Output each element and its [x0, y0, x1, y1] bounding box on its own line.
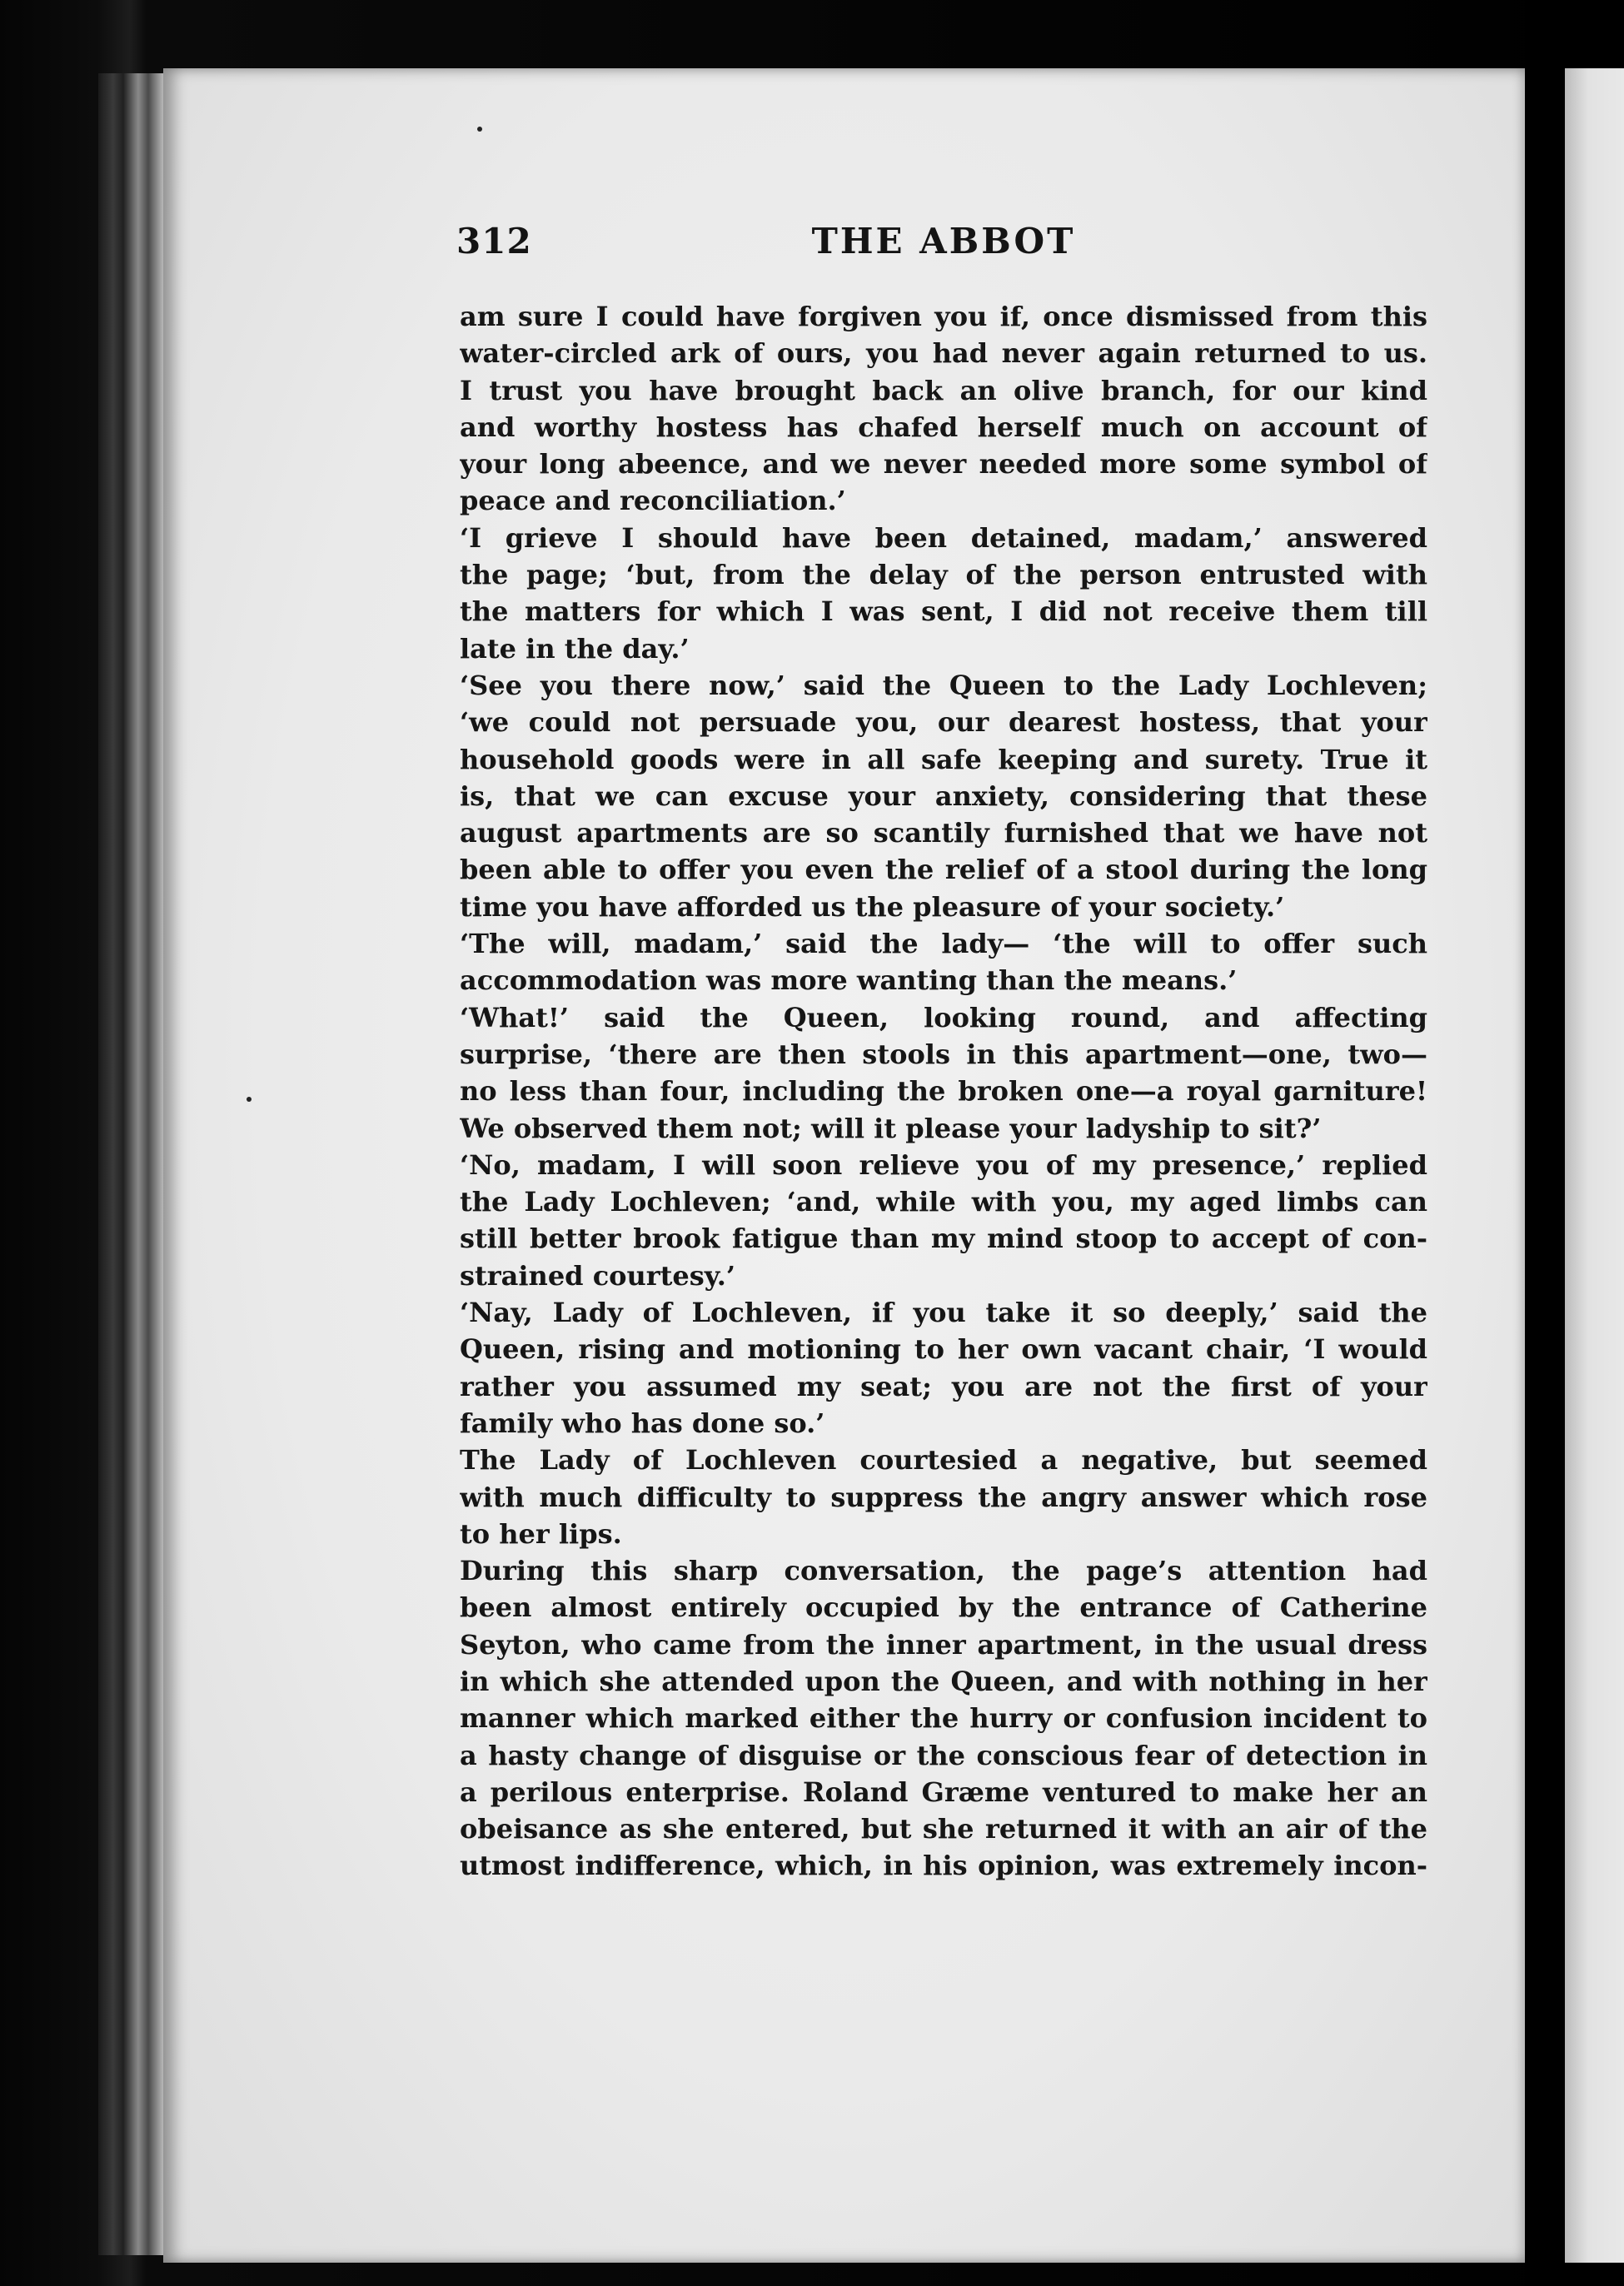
- text-line: time you have afforded us the pleasure of your society.’: [460, 890, 1285, 923]
- text-line: rather you assumed my seat; you are not the first of your: [460, 1370, 1427, 1402]
- dust-speck: [247, 1097, 252, 1102]
- text-line: household goods were in all safe keeping and surety. True it: [460, 743, 1427, 775]
- text-line: peace and reconciliation.’: [460, 485, 846, 517]
- text-line: august apartments are so scantily furnished that we have not: [460, 817, 1427, 849]
- text-line: utmost indifference, which, in his opinion, was extremely incon-: [460, 1850, 1427, 1882]
- text-line: the Lady Lochleven; ‘and, while with you, my aged limbs can: [460, 1186, 1427, 1218]
- text-line: ‘See you there now,’ said the Queen to the Lady Lochleven;: [460, 669, 1427, 701]
- text-line: ‘we could not persuade you, our dearest hostess, that your: [460, 706, 1427, 739]
- text-line: ‘The will, madam,’ said the lady— ‘the will to offer such: [460, 928, 1427, 960]
- text-line: accommodation was more wanting than the means.’: [460, 964, 1238, 997]
- text-line: in which she attended upon the Queen, and with nothing in her: [460, 1665, 1427, 1697]
- running-title: THE ABBOT: [811, 221, 1076, 261]
- text-line: I trust you have brought back an olive branch, for our kind: [460, 374, 1427, 406]
- text-line: the matters for which I was sent, I did not receive them till: [460, 595, 1427, 628]
- text-line: ‘I grieve I should have been detained, madam,’ answered: [460, 521, 1427, 554]
- dust-speck: [477, 127, 482, 132]
- text-line: a hasty change of disguise or the conscious fear of detection in: [460, 1739, 1427, 1771]
- text-line: family who has done so.’: [460, 1407, 825, 1439]
- text-line: surprise, ‘there are then stools in this apartment—one, two—: [460, 1038, 1427, 1070]
- text-line: obeisance as she entered, but she returned it with an air of the: [460, 1813, 1427, 1845]
- text-line: ‘Nay, Lady of Lochleven, if you take it so deeply,’ said the: [460, 1297, 1427, 1329]
- text-line: manner which marked either the hurry or confusion incident to: [460, 1702, 1427, 1735]
- text-line: and worthy hostess has chafed herself much on account of: [460, 411, 1427, 443]
- text-line: water-circled ark of ours, you had never again returned to us.: [460, 337, 1427, 370]
- text-line: The Lady of Lochleven courtesied a negative, but seemed: [460, 1444, 1427, 1477]
- text-line: your long abeence, and we never needed more some symbol of: [460, 448, 1427, 481]
- text-line: We observed them not; will it please your ladyship to sit?’: [460, 1112, 1322, 1144]
- text-line: Queen, rising and motioning to her own vacant chair, ‘I would: [460, 1333, 1427, 1366]
- text-line: am sure I could have forgiven you if, once dismissed from this: [460, 301, 1427, 332]
- text-line: During this sharp conversation, the page’s attention had: [460, 1555, 1427, 1587]
- text-line: no less than four, including the broken one—a royal garniture!: [460, 1075, 1427, 1108]
- text-line: to her lips.: [460, 1517, 622, 1550]
- text-line: late in the day.’: [460, 632, 690, 665]
- text-line: is, that we can excuse your anxiety, considering that these: [460, 779, 1427, 812]
- text-line: ‘No, madam, I will soon relieve you of my presence,’ replied: [460, 1148, 1427, 1181]
- text-line: been able to offer you even the relief of a stool during the long: [460, 854, 1427, 886]
- page-gutter-shadow: [1525, 0, 1565, 2286]
- text-line: with much difficulty to suppress the angry answer which rose: [460, 1481, 1427, 1513]
- text-line: the page; ‘but, from the delay of the person entrusted with: [460, 559, 1427, 591]
- text-line: a perilous enterprise. Roland Græme ventured to make her an: [460, 1776, 1427, 1808]
- body-text: [460, 298, 1427, 1885]
- page-header: [456, 221, 1431, 271]
- text-line: still better brook fatigue than my mind stoop to accept of con-: [460, 1223, 1427, 1255]
- text-line: been almost entirely occupied by the entrance of Catherine: [460, 1591, 1427, 1624]
- page-number: 312: [456, 221, 532, 261]
- text-line: ‘What!’ said the Queen, looking round, and affecting: [460, 1001, 1427, 1033]
- text-line: strained courtesy.’: [460, 1259, 735, 1292]
- text-line: Seyton, who came from the inner apartment, in the usual dress: [460, 1628, 1427, 1661]
- facing-page-edge: [1565, 68, 1624, 2263]
